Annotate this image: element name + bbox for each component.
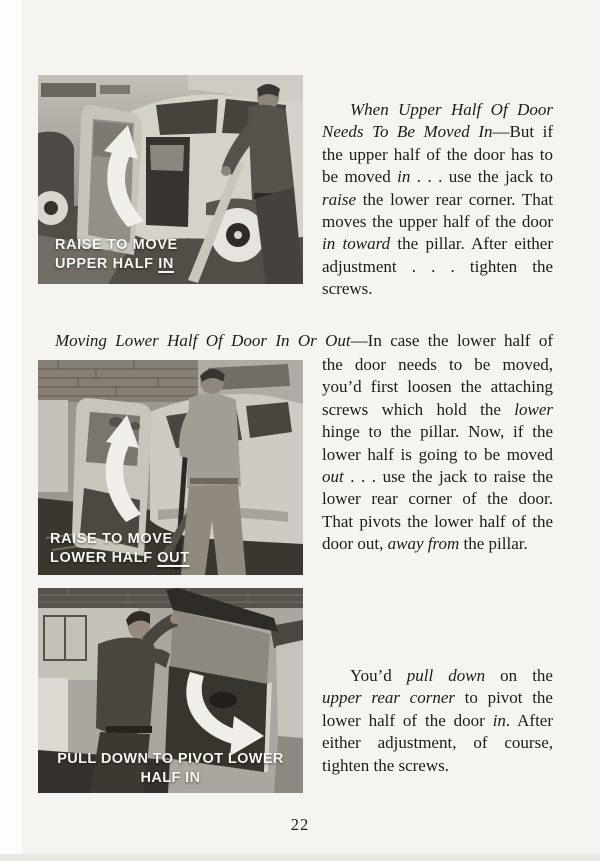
armrest	[209, 692, 237, 708]
belt	[190, 478, 238, 484]
paragraph-upper-half-in: When Upper Half Of Door Needs To Be Moved In—But if the upper half of the door has to be moved in . . . use the jack to raise the lower rear corner. That moves the upper half of the door in toward the pillar. After either adjustment . . . tighten the screws.	[322, 100, 553, 299]
caption-line: RAISE TO MOVE	[55, 237, 178, 253]
photo-caption	[55, 236, 178, 273]
brick-wall	[38, 360, 203, 402]
photo-raise-lower-half-out	[38, 360, 303, 575]
hand	[170, 614, 180, 624]
belt	[106, 726, 152, 733]
car-seat	[150, 145, 184, 171]
hand	[221, 166, 231, 176]
photo-caption	[50, 530, 190, 567]
paragraph-lower-half-lead: Moving Lower Half Of Door In Or Out—In case the lower half of	[55, 331, 553, 350]
open-car-door	[165, 588, 278, 772]
paragraph-pull-down: You’d pull down on the upper rear corner to pivot the lower half of the door in. After either adjustment, of course, tighten the screws.	[322, 666, 553, 775]
background-car	[38, 132, 74, 225]
caption-line: UPPER HALF IN	[55, 255, 174, 272]
caption-line: RAISE TO MOVE	[50, 531, 173, 547]
photo-pull-down-pivot-lower-half-in	[38, 588, 303, 793]
wall-cabinet	[38, 400, 68, 492]
photo-raise-upper-half-in	[38, 75, 303, 284]
caption-line: LOWER HALF OUT	[50, 549, 190, 566]
coveralls	[187, 393, 241, 491]
caption-line: HALF IN	[140, 769, 201, 786]
photo-caption	[38, 750, 303, 787]
background-window	[41, 83, 96, 97]
paragraph-lower-half-in-or-out: the door needs to be moved, you’d first loosen the attaching screws which hold the lower hinge to the pillar. Now, if the lower half is going to be moved out . . . use the jack to raise the lower rear corner of the door. That pivots the lower half of the door out, away from the pillar.	[322, 355, 553, 554]
caption-line: PULL DOWN TO PIVOT LOWER	[57, 751, 284, 767]
page-number: 22	[290, 815, 310, 834]
